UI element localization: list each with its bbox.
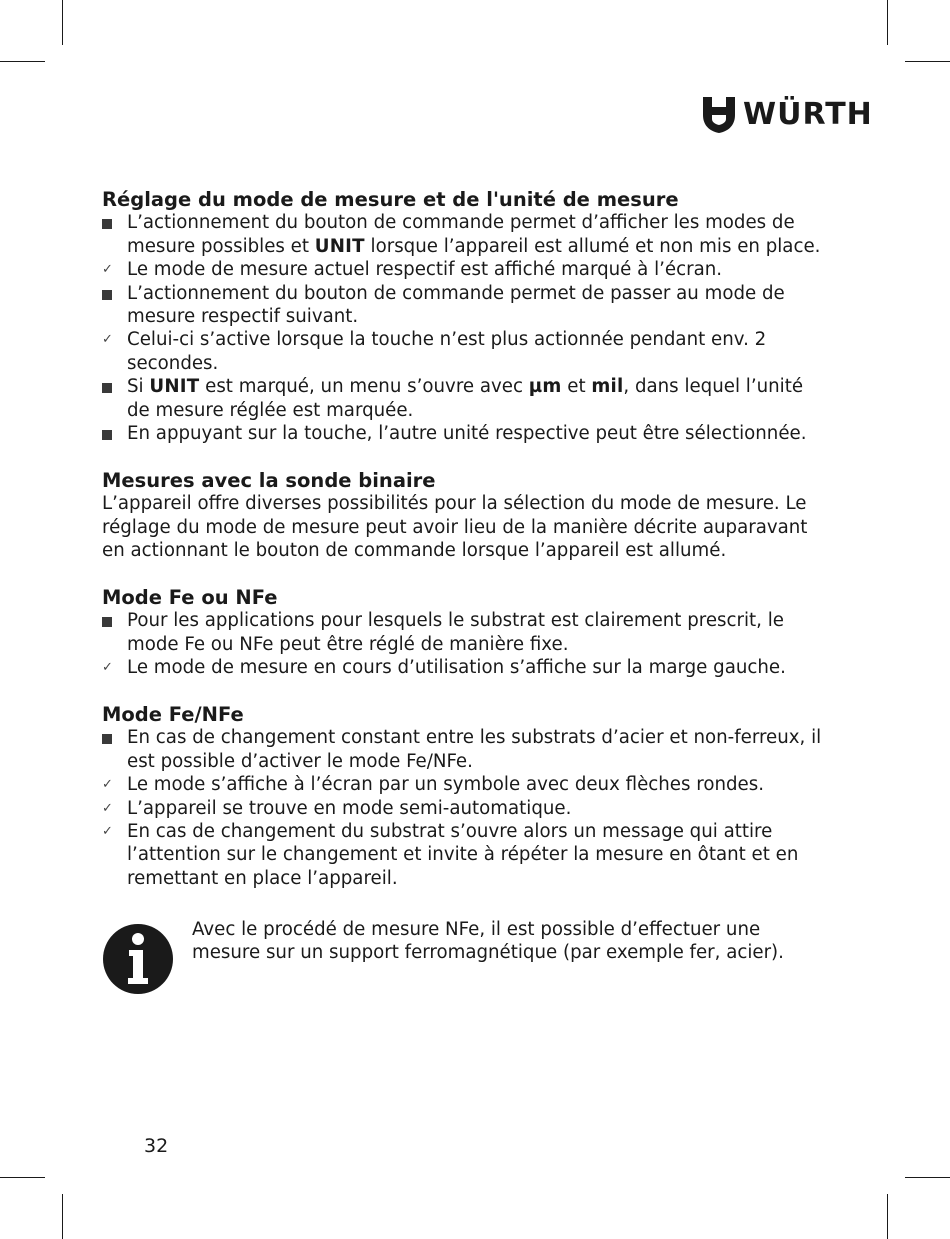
section-mode-unit-settings: [102, 188, 822, 445]
list-item: [102, 211, 822, 258]
list-item-text: lorsque l’appareil est allumé et non mis en place.: [364, 235, 821, 257]
crop-mark-bottom-right-horizontal: [905, 1177, 950, 1178]
list-item: [102, 797, 822, 820]
list-item: [102, 258, 822, 281]
micrometer-keyword: µm: [528, 376, 562, 398]
crop-mark-top-left-vertical: [62, 0, 63, 45]
list-item: [102, 773, 822, 796]
section-binary-probe: [102, 469, 822, 563]
crop-mark-bottom-left-vertical: [62, 1194, 63, 1239]
instruction-list: [102, 609, 822, 679]
list-item: [102, 375, 822, 422]
check-mark-icon: ✓: [102, 777, 113, 793]
unit-keyword: UNIT: [149, 376, 200, 398]
list-item-text: Pour les applications pour lesquels le substrat est clairement prescrit, le mode Fe ou NFe peut être réglé de manière fixe.: [127, 610, 784, 655]
section-heading: Mode Fe ou NFe: [102, 585, 278, 609]
list-item: [102, 820, 822, 890]
crop-mark-top-right-vertical: [887, 0, 888, 45]
crop-mark-top-right-horizontal: [905, 61, 950, 62]
list-item-text: Le mode de mesure actuel respectif est affiché marqué à l’écran.: [127, 259, 723, 281]
list-item-text: et: [561, 376, 592, 398]
list-item: [102, 328, 822, 375]
info-icon: [102, 923, 174, 995]
list-item-text: Si: [127, 376, 150, 398]
list-item: [102, 422, 822, 445]
list-item-text: En cas de changement du substrat s’ouvre alors un message qui attire l’attention sur le changement et invite à répéter la mesure en ôtant et en remettant en place l’appareil.: [127, 820, 799, 889]
check-mark-icon: ✓: [102, 660, 113, 676]
section-mode-fe-nfe: [102, 703, 822, 890]
info-note: [102, 918, 822, 998]
wurth-logo-mark-icon: [703, 97, 735, 133]
mil-keyword: mil: [591, 376, 624, 398]
list-item: [102, 609, 822, 656]
crop-mark-bottom-left-horizontal: [0, 1177, 45, 1178]
document-body: [102, 188, 822, 914]
section-heading: Réglage du mode de mesure et de l'unité de mesure: [102, 188, 679, 211]
check-mark-icon: ✓: [102, 800, 113, 816]
crop-mark-bottom-right-vertical: [887, 1194, 888, 1239]
list-item-text: En cas de changement constant entre les substrats d’acier et non-ferreux, il est possible d’activer le mode Fe/NFe.: [127, 727, 822, 772]
list-item-text: Le mode de mesure en cours d’utilisation s’affiche sur la marge gauche.: [127, 657, 786, 679]
section-mode-fe-or-nfe: [102, 586, 822, 680]
list-item-text: Celui-ci s’active lorsque la touche n’est plus actionnée pendant env. 2 secondes.: [127, 329, 767, 374]
list-item-text: L’actionnement du bouton de commande permet d’afficher les modes de mesure possibles et: [127, 212, 795, 257]
list-item-text: L’actionnement du bouton de commande permet de passer au mode de mesure respectif suivant.: [127, 282, 785, 328]
section-paragraph: L’appareil offre diverses possibilités pour la sélection du mode de mesure. Le réglage du mode de mesure peut avoir lieu de la manière décrite auparavant en actionnant le bouton de commande lorsque l’appareil est allumé.: [102, 493, 808, 562]
section-heading: Mesures avec la sonde binaire: [102, 468, 436, 492]
instruction-list: [102, 726, 822, 890]
list-item-text: L’appareil se trouve en mode semi-automatique.: [127, 797, 572, 819]
list-item: [102, 656, 822, 679]
unit-keyword: UNIT: [314, 235, 365, 257]
crop-mark-top-left-horizontal: [0, 61, 45, 62]
section-heading: Mode Fe/NFe: [102, 702, 244, 726]
instruction-list: [102, 211, 822, 445]
check-mark-icon: ✓: [102, 262, 113, 278]
list-item: [102, 726, 822, 773]
logo-wordmark: WÜRTH: [743, 97, 873, 132]
list-item-text: En appuyant sur la touche, l’autre unité respective peut être sélectionnée.: [127, 423, 807, 445]
check-mark-icon: ✓: [102, 332, 113, 348]
list-item: [102, 282, 822, 329]
info-note-text: Avec le procédé de mesure NFe, il est possible d’effectuer une mesure sur un support ferromagnétique (par exemple fer, acier).: [192, 919, 784, 964]
list-item-text: Le mode s’affiche à l’écran par un symbole avec deux flèches rondes.: [127, 774, 764, 796]
list-item-text: , dans lequel l’unité de mesure réglée est marquée.: [127, 376, 804, 421]
wurth-logo: [703, 96, 873, 134]
check-mark-icon: ✓: [102, 823, 113, 839]
list-item-text: est marqué, un menu s’ouvre avec: [199, 376, 529, 398]
page-number: 32: [144, 1135, 169, 1157]
